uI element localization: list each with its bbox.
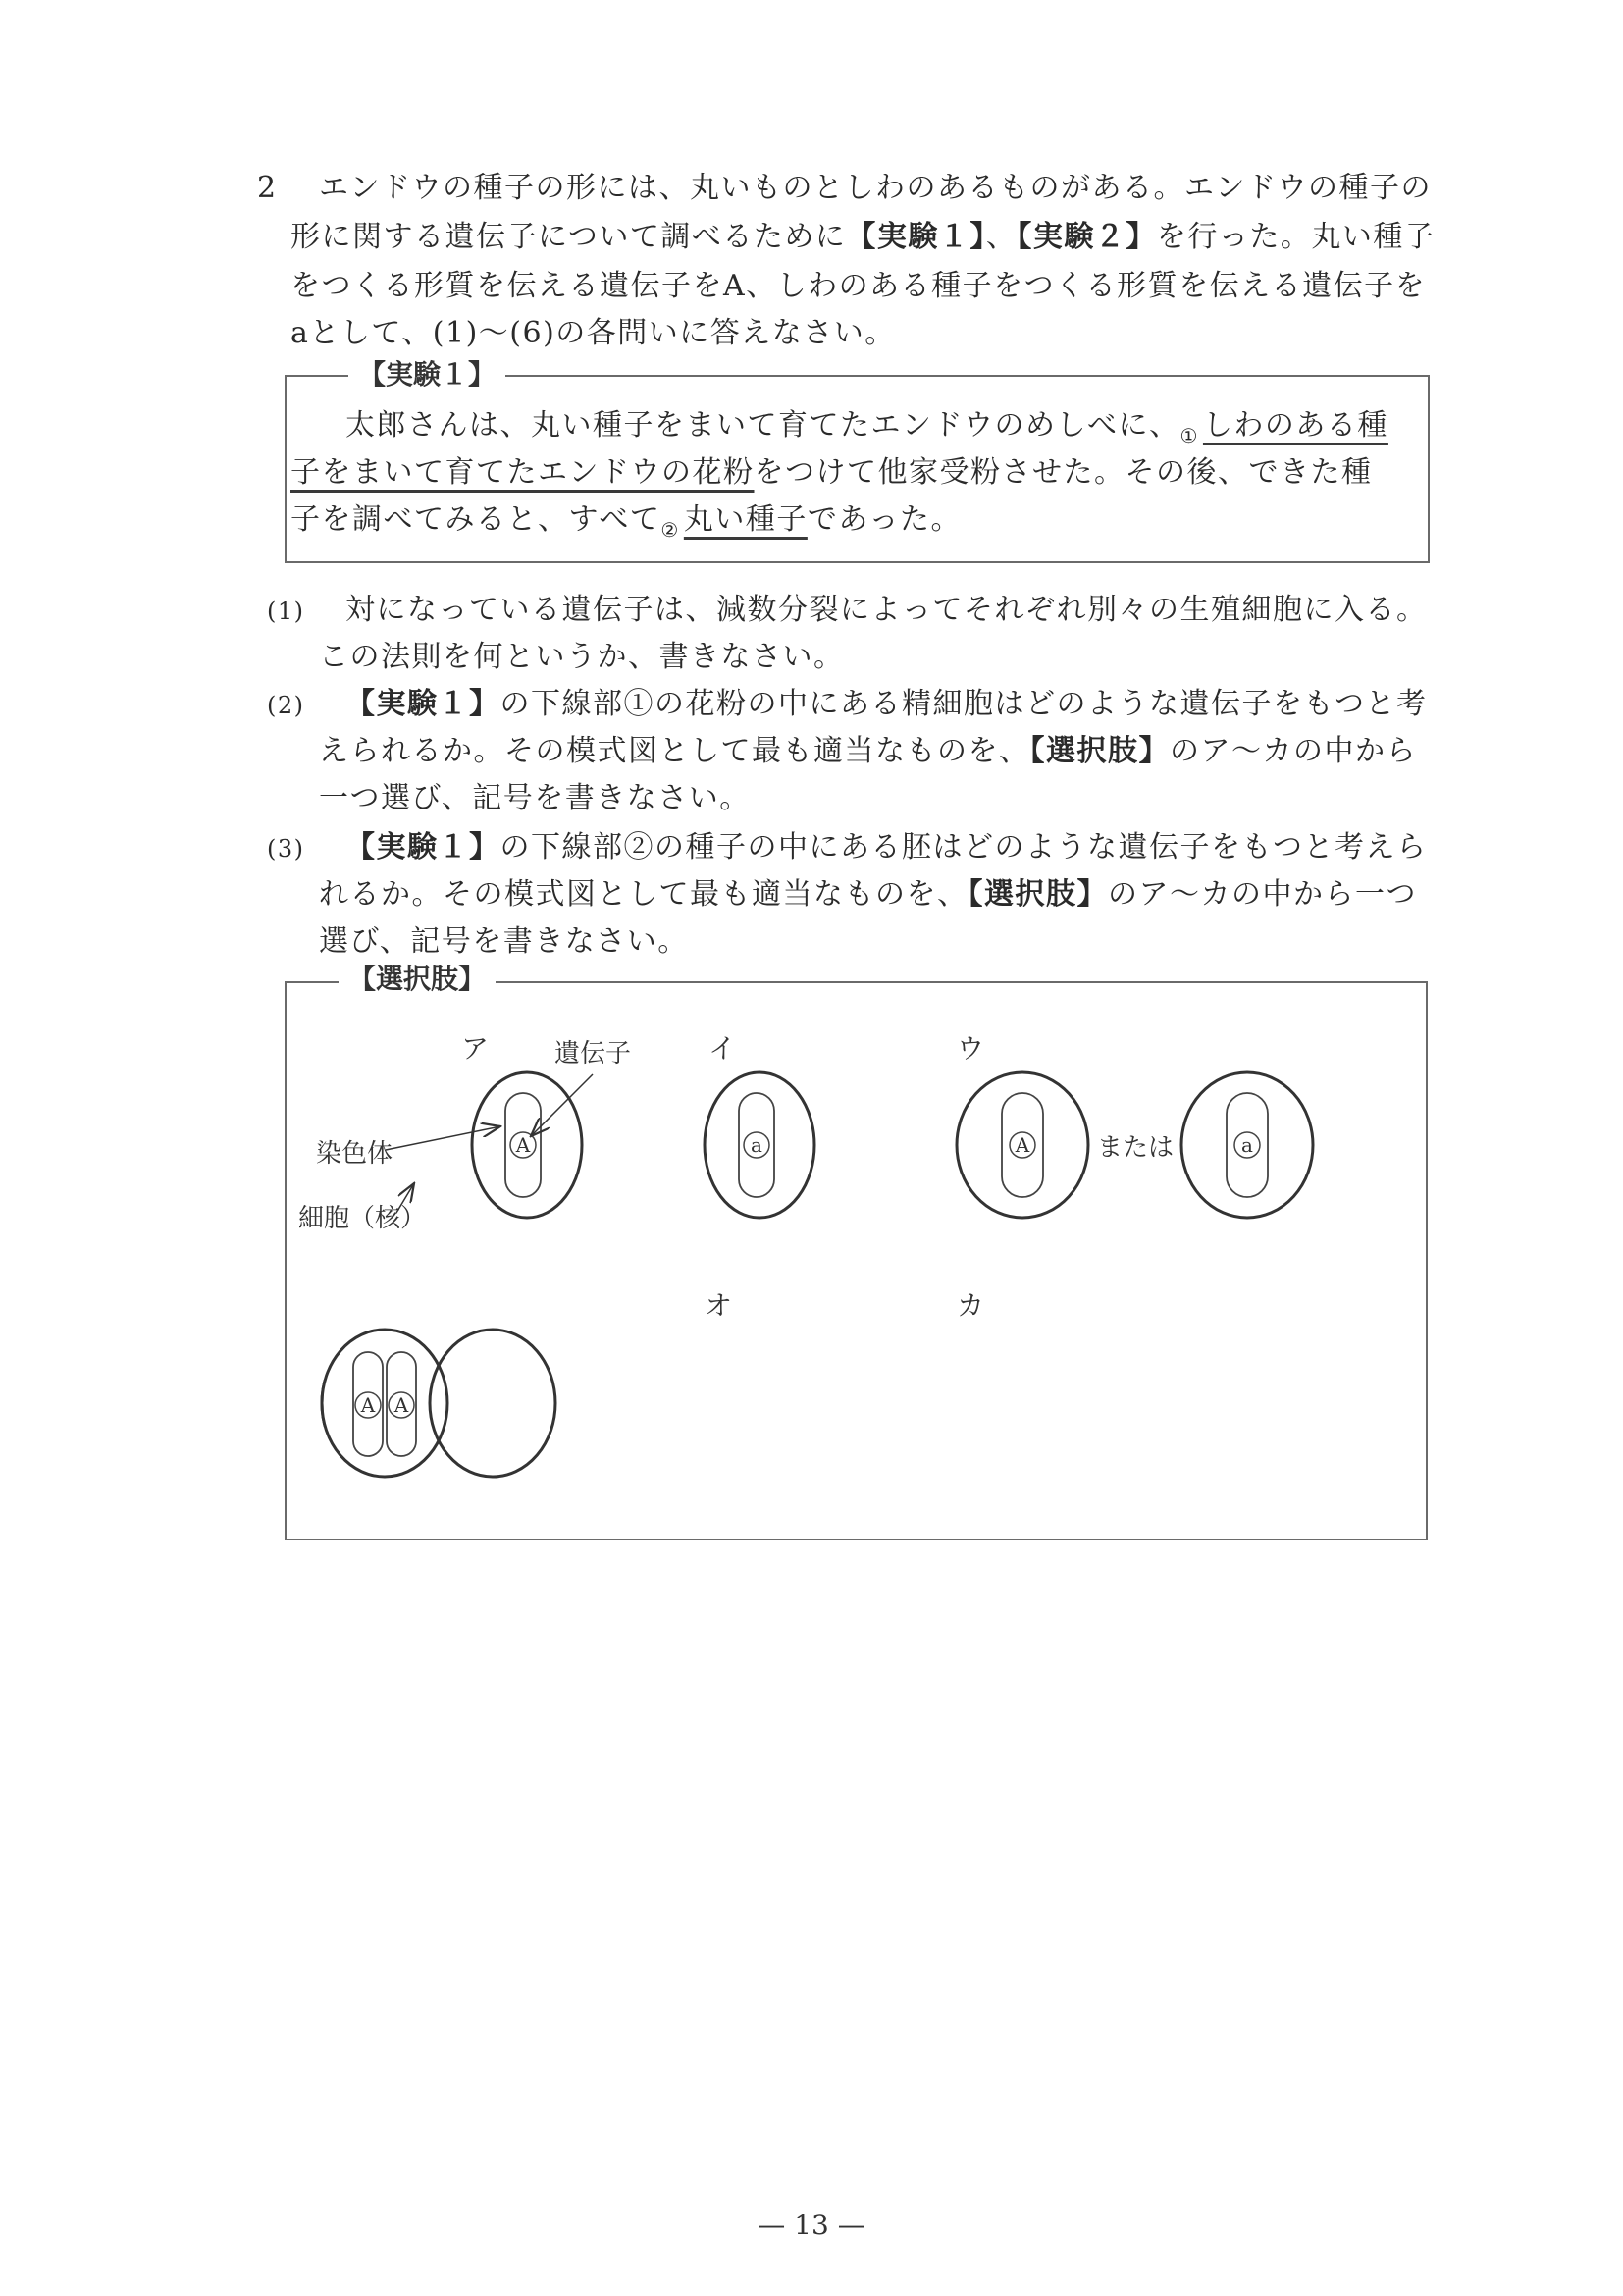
svg-text:a: a bbox=[751, 1133, 762, 1157]
subquestion-text: 選び、記号を書きなさい。 bbox=[319, 924, 689, 959]
svg-text:A: A bbox=[515, 1133, 531, 1157]
subquestion-number: (1) bbox=[267, 598, 305, 625]
svg-text:A: A bbox=[393, 1393, 409, 1417]
experiment1-ref: 【実験１】 bbox=[345, 687, 500, 721]
intro-text: をつくる形質を伝える遺伝子をA、しわのある種子をつくる形質を伝える遺伝子を bbox=[290, 269, 1427, 303]
underline-marker-2: ② bbox=[660, 518, 680, 542]
subquestion-number: (2) bbox=[267, 692, 305, 719]
experiment1-title: 【実験１】 bbox=[348, 357, 505, 392]
subquestion-text: の下線部②の種子の中にある胚はどのような遺伝子をもつと考えら bbox=[499, 830, 1428, 864]
separator: 、 bbox=[985, 220, 1018, 254]
svg-text:A: A bbox=[1015, 1133, 1030, 1157]
underlined-part-2: 丸い種子 bbox=[683, 502, 808, 537]
underlined-part-1-cont: 子をまいて育てたエンドウの花粉 bbox=[290, 455, 755, 490]
subquestion-text: 対になっている遺伝子は、減数分裂によってそれぞれ別々の生殖細胞に入る。 bbox=[345, 593, 1428, 627]
svg-text:A: A bbox=[360, 1393, 376, 1417]
subquestion-text: れるか。その模式図として最も適当なものを、 bbox=[319, 877, 969, 912]
gene-annotation: 遺伝子 bbox=[554, 1039, 632, 1069]
subquestion-text: の下線部①の花粉の中にある精細胞はどのような遺伝子をもつと考 bbox=[499, 687, 1428, 721]
intro-text: aとして、(1)〜(6)の各問いに答えなさい。 bbox=[290, 316, 896, 350]
experiment1-ref: 【実験１】 bbox=[846, 220, 986, 254]
intro-text: を行った。丸い種子 bbox=[1156, 220, 1436, 254]
option-label-ka: カ bbox=[957, 1289, 985, 1322]
or-label: または bbox=[1097, 1133, 1175, 1163]
subquestion-text: のア〜カの中から bbox=[1170, 734, 1417, 768]
intro-text: エンドウの種子の形には、丸いものとしわのあるものがある。エンドウの種子の bbox=[319, 171, 1432, 205]
experiment2-ref: 【実験２】 bbox=[1017, 220, 1157, 254]
svg-text:a: a bbox=[1241, 1133, 1253, 1157]
subquestion-text: えられるか。その模式図として最も適当なものを、 bbox=[319, 734, 1030, 768]
subquestion-text: この法則を何というか、書きなさい。 bbox=[319, 640, 845, 674]
chromosome-annotation: 染色体 bbox=[316, 1139, 393, 1169]
option-label-a: ア bbox=[461, 1032, 490, 1065]
cell-annotation: 細胞（核） bbox=[298, 1204, 427, 1233]
subquestion-text: 一つ選び、記号を書きなさい。 bbox=[319, 781, 751, 815]
question-number-text: 2 bbox=[257, 171, 278, 205]
underline-marker-1: ① bbox=[1179, 424, 1199, 447]
experiment-text: 太郎さんは、丸い種子をまいて育てたエンドウのめしべに、 bbox=[345, 408, 1180, 443]
choices-ref: 【選択肢】 bbox=[968, 877, 1108, 912]
experiment-text: をつけて他家受粉させた。その後、できた種 bbox=[754, 455, 1373, 490]
underlined-part-1: しわのある種 bbox=[1202, 408, 1388, 443]
subquestion-text: のア〜カの中から一つ bbox=[1108, 877, 1417, 912]
subquestion-number: (3) bbox=[267, 835, 305, 862]
choices-title: 【選択肢】 bbox=[339, 962, 496, 997]
option-label-o: オ bbox=[705, 1289, 733, 1322]
intro-text: 形に関する遺伝子について調べるために bbox=[290, 220, 847, 254]
experiment-text: 子を調べてみると、すべて bbox=[290, 502, 661, 537]
option-label-i: イ bbox=[708, 1032, 737, 1065]
experiment-text: であった。 bbox=[807, 502, 963, 537]
experiment1-ref: 【実験１】 bbox=[345, 830, 500, 864]
page-number: — 13 — bbox=[758, 2209, 865, 2241]
choices-ref: 【選択肢】 bbox=[1029, 734, 1170, 768]
option-label-u: ウ bbox=[957, 1032, 985, 1065]
